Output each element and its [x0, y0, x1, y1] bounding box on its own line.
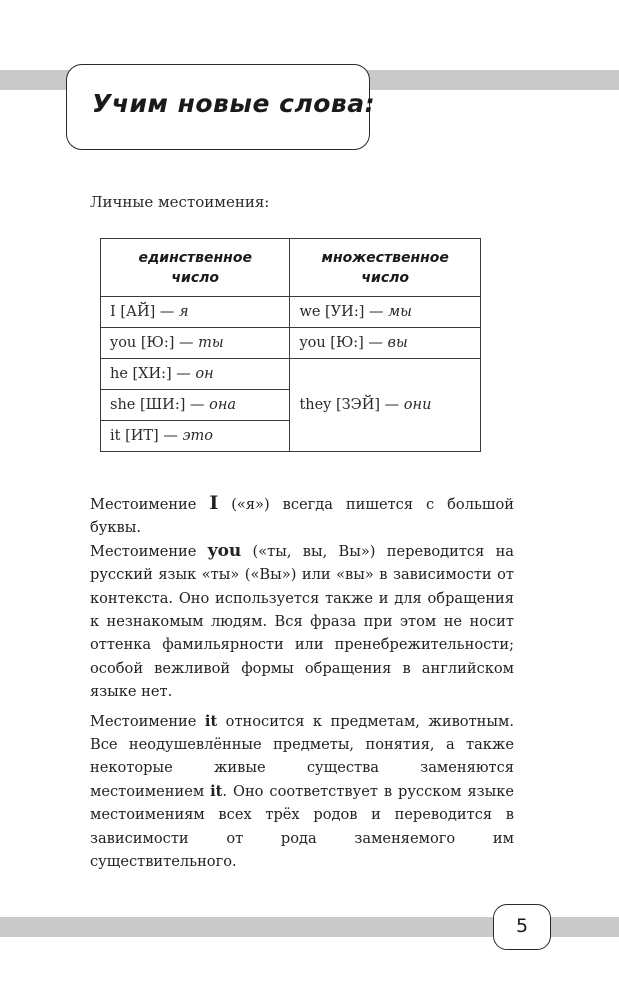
table-cell-singular — [101, 390, 290, 421]
word-ru: это — [182, 428, 214, 444]
table-row — [101, 297, 481, 328]
header-singular — [101, 239, 290, 297]
word-ru: мы — [388, 304, 412, 320]
table-cell-plural — [290, 359, 481, 452]
table-cell-plural — [290, 328, 481, 359]
word-en: it [ИТ] — — [110, 428, 183, 444]
text-run: Местоимение — [90, 712, 205, 730]
word-en: she [ШИ:] — — [110, 397, 210, 413]
header-singular-line2: число — [171, 269, 220, 286]
text-run: относится к предметам, животным. Все неодушевлённые предметы, понятия, а также некоторые живые существа заменяются местоимением — [90, 712, 514, 800]
text-run: Местоимение — [90, 542, 208, 560]
header-plural — [290, 239, 481, 297]
paragraph — [90, 710, 514, 874]
text-run: Местоимение — [90, 496, 210, 513]
text-run: («я») всегда пишется с большой буквы. — [90, 496, 514, 537]
table-cell-singular — [101, 359, 290, 390]
section-subheading: Личные местоимения: — [90, 193, 270, 211]
highlighted-word: I — [209, 492, 219, 514]
table-cell-singular — [101, 328, 290, 359]
word-en: I [АЙ] — — [110, 304, 179, 320]
header-singular-line1: единственное — [138, 249, 252, 266]
paragraph — [90, 540, 514, 704]
word-ru: она — [209, 397, 237, 413]
text-run: . Оно соответствует в русском языке местоимениям всех трёх родов и переводится в зависимости от рода заменяемого им существительного. — [90, 782, 514, 871]
word-en: we [УИ:] — — [299, 304, 389, 320]
word-en: he [ХИ:] — — [110, 366, 196, 382]
header-plural-line1: множественное — [321, 249, 449, 266]
paragraph — [90, 492, 514, 540]
word-ru: вы — [387, 335, 408, 351]
word-ru: я — [179, 304, 189, 320]
title-box — [66, 64, 376, 150]
word-ru: они — [403, 397, 432, 413]
highlighted-word: it — [210, 782, 223, 800]
highlighted-word: it — [204, 712, 218, 730]
table-cell-plural — [290, 297, 481, 328]
word-ru: ты — [198, 335, 224, 351]
word-en: you [Ю:] — — [110, 335, 199, 351]
table-cell-singular — [101, 421, 290, 452]
word-ru: он — [195, 366, 214, 382]
page-title: Учим новые слова: — [92, 89, 376, 118]
page-number: 5 — [493, 904, 551, 950]
pronouns-table — [100, 238, 481, 452]
table-row — [101, 359, 481, 390]
table-header-row — [101, 239, 481, 297]
header-plural-line2: число — [361, 269, 410, 286]
table-cell-singular — [101, 297, 290, 328]
word-en: you [Ю:] — — [299, 335, 388, 351]
highlighted-word: you — [207, 540, 242, 561]
table-row — [101, 328, 481, 359]
word-en: they [ЗЭЙ] — — [299, 397, 404, 413]
body-text — [90, 492, 514, 874]
text-run: («ты, вы, Вы») переводится на русский язык «ты» («Вы») или «вы» в зависимости от контекста. Оно используется также и для обращения к незнакомым людям. Вся фраза при этом не носит оттенка фамильярности или пренебрежительности; особой вежливой формы обращения в английском языке нет. — [90, 542, 514, 701]
